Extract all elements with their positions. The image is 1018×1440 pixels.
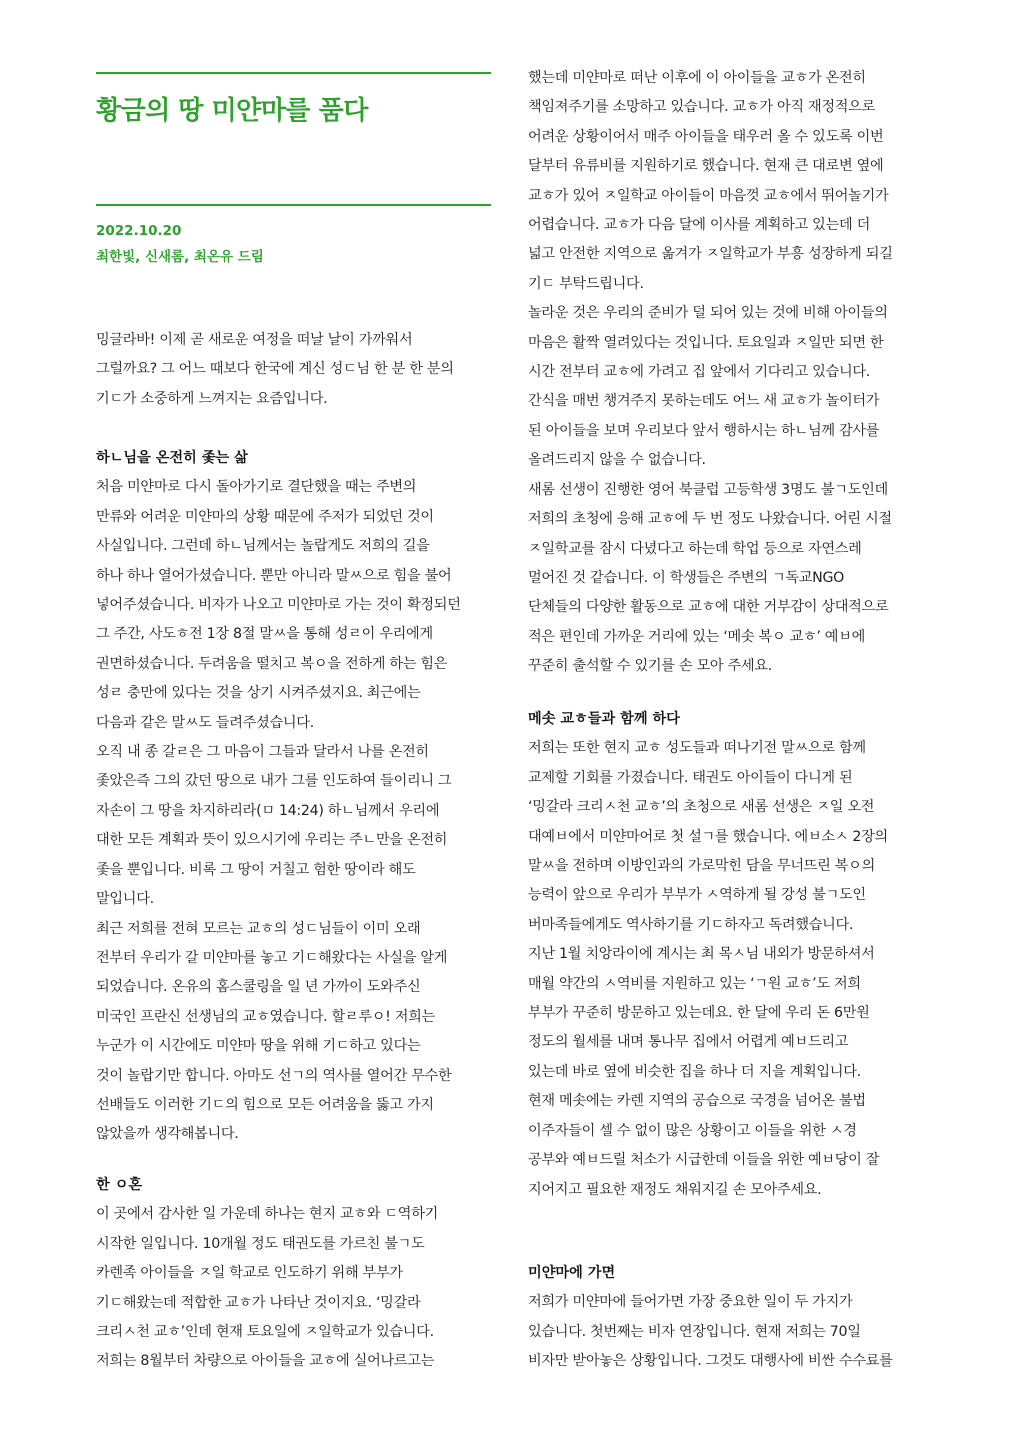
top-rule: [96, 72, 491, 74]
line: 미국인 프란신 선생님의 교ㅎ였습니다. 할ㄹ루ㅇ! 저희는: [96, 1008, 435, 1025]
line: 버마족들에게도 역사하기를 기ㄷ하자고 독려했습니다.: [528, 916, 854, 933]
line: 놀라운 것은 우리의 준비가 덜 되어 있는 것에 비해 아이들의: [528, 305, 888, 322]
line: 기ㄷ해왔는데 적합한 교ㅎ가 나타난 것이지요. ‘밍갈라: [96, 1294, 421, 1311]
line: ‘밍갈라 크리ㅅ천 교ㅎ’의 초청으로 새롬 선생은 ㅈ일 오전: [528, 799, 875, 816]
line: 크리ㅅ천 교ㅎ’인데 현재 토요일에 ㅈ일학교가 있습니다.: [96, 1324, 434, 1341]
line: 시작한 일입니다. 10개월 정도 태권도를 가르친 불ㄱ도: [96, 1235, 425, 1252]
line: 그럴까요? 그 어느 때보다 한국에 계신 성ㄷ님 한 분 한 분의: [96, 361, 454, 378]
line: 전부터 우리가 갈 미얀마를 놓고 기ㄷ해왔다는 사실을 알게: [96, 949, 448, 966]
line: 달부터 유류비를 지원하기로 했습니다. 현재 큰 대로변 옆에: [528, 158, 884, 175]
line: 권면하셨습니다. 두려움을 떨치고 복ㅇ을 전하게 하는 힘은: [96, 655, 448, 672]
line: 기ㄷ가 소중하게 느껴지는 요즘입니다.: [96, 390, 328, 407]
line: 것이 놀랍기만 합니다. 아마도 선ㄱ의 역사를 열어간 무수한: [96, 1067, 452, 1084]
line: 좇을 뿐입니다. 비록 그 땅이 거칠고 험한 땅이라 해도: [96, 861, 416, 878]
line: 정도의 월세를 내며 통나무 집에서 어렵게 예ㅂ드리고: [528, 1034, 849, 1051]
line: 대예ㅂ에서 미얀마어로 첫 설ㄱ를 했습니다. 에ㅂ소ㅅ 2장의: [528, 828, 888, 845]
line: 어려운 상황이어서 매주 아이들을 태우러 올 수 있도록 이번: [528, 128, 884, 145]
section-1: [96, 444, 461, 1150]
line: 매월 약간의 ㅅ역비를 지원하고 있는 ‘ㄱ원 교ㅎ’도 저희: [528, 975, 861, 992]
byline: [96, 218, 264, 270]
line: 책임져주기를 소망하고 있습니다. 교ㅎ가 아직 재정적으로: [528, 99, 875, 116]
line: 적은 편인데 가까운 거리에 있는 ‘메솟 복ㅇ 교ㅎ’ 예ㅂ에: [528, 628, 866, 645]
section-text: [96, 473, 461, 1149]
line: 카렌족 아이들을 ㅈ일 학교로 인도하기 위해 부부가: [96, 1265, 403, 1282]
line: 하나 하나 열어가셨습니다. 뿐만 아니라 말ㅆ으로 힘을 불어: [96, 567, 452, 584]
line: 누군가 이 시간에도 미얀마 땅을 위해 기ㄷ하고 있다는: [96, 1038, 421, 1055]
line: 저희는 또한 현지 교ㅎ 성도들과 떠나기전 말ㅆ으로 함께: [528, 740, 866, 757]
line: 저희의 초청에 응해 교ㅎ에 두 번 정도 나왔습니다. 어린 시절: [528, 511, 892, 528]
line: 공부와 예ㅂ드릴 처소가 시급한데 이들을 위한 예ㅂ당이 잘: [528, 1152, 880, 1169]
section-text: [528, 64, 893, 682]
continued-paragraph: [528, 64, 893, 682]
line: 그 주간, 사도ㅎ전 1장 8절 말ㅆ을 통해 성ㄹ이 우리에게: [96, 626, 433, 643]
section-heading: 메솟 교ㅎ들과 함께 하다: [528, 711, 680, 727]
section-heading: 미얀마에 가면: [528, 1265, 616, 1281]
line: 멀어진 것 같습니다. 이 학생들은 주변의 ㄱ독교NGO: [528, 569, 845, 586]
line: 새롬 선생이 진행한 영어 북클럽 고등학생 3명도 불ㄱ도인데: [528, 481, 888, 498]
line: 좇았은즉 그의 갔던 땅으로 내가 그를 인도하여 들이리니 그: [96, 773, 452, 790]
date: 2022.10.20: [96, 223, 182, 239]
line: 했는데 미얀마로 떠난 이후에 이 아이들을 교ㅎ가 온전히: [528, 70, 866, 86]
line: 기ㄷ 부탁드립니다.: [528, 275, 644, 292]
line: 어렵습니다. 교ㅎ가 다음 달에 이사를 계획하고 있는데 더: [528, 217, 870, 234]
line: 있는데 바로 옆에 비슷한 집을 하나 더 지을 계획입니다.: [528, 1063, 861, 1080]
intro-paragraph: [96, 326, 454, 414]
line: 이 곳에서 감사한 일 가운데 하나는 현지 교ㅎ와 ㄷ역하기: [96, 1206, 438, 1223]
section-text: [528, 734, 888, 1205]
page-title: 황금의 땅 미얀마를 품다: [96, 96, 368, 126]
line: 마음은 활짝 열려있다는 것입니다. 토요일과 ㅈ일만 되면 한: [528, 334, 884, 351]
line: 처음 미얀마로 다시 돌아가기로 결단했을 때는 주변의: [96, 479, 417, 496]
line: 않았을까 생각해봅니다.: [96, 1126, 239, 1143]
line: 있습니다. 첫번째는 비자 연장입니다. 현재 저희는 70일: [528, 1323, 861, 1340]
intro-text: [96, 326, 454, 414]
line: ㅈ일학교를 잠시 다녔다고 하는데 학업 등으로 자연스레: [528, 540, 862, 557]
section-text: [528, 1288, 893, 1376]
line: 비자만 받아놓은 상황입니다. 그것도 대행사에 비싼 수수료를: [528, 1353, 893, 1370]
line: 다음과 같은 말ㅆ도 들려주셨습니다.: [96, 714, 314, 731]
line: 말ㅆ을 전하며 이방인과의 가로막힌 담을 무너뜨린 복ㅇ의: [528, 858, 875, 875]
section-4: [528, 1259, 893, 1377]
line: 최근 저희를 전혀 모르는 교ㅎ의 성ㄷ님들이 이미 오래: [96, 920, 421, 937]
line: 올려드리지 않을 수 없습니다.: [528, 452, 706, 469]
line: 만류와 어려운 미얀마의 상황 때문에 주저가 되었던 것이: [96, 508, 434, 525]
line: 교제할 기회를 가졌습니다. 태권도 아이들이 다니게 된: [528, 769, 853, 786]
line: 지어지고 필요한 재정도 채워지길 손 모아주세요.: [528, 1181, 822, 1198]
line: 된 아이들을 보며 우리보다 앞서 행하시는 하ㄴ님께 감사를: [528, 422, 880, 439]
line: 간식을 매번 챙겨주지 못하는데도 어느 새 교ㅎ가 놀이터가: [528, 393, 880, 410]
authors: 최한빛, 신새롬, 최온유 드림: [96, 249, 264, 265]
line: 넣어주셨습니다. 비자가 나오고 미얀마로 가는 것이 확정되던: [96, 597, 461, 614]
section-heading: 하ㄴ님을 온전히 좇는 삶: [96, 450, 248, 466]
section-3: [528, 705, 888, 1205]
section-2: [96, 1171, 438, 1377]
line: 대한 모든 계획과 뜻이 있으시기에 우리는 주ㄴ만을 온전히: [96, 832, 448, 849]
line: 오직 내 종 갈ㄹ은 그 마음이 그들과 달라서 나를 온전히: [96, 744, 429, 761]
line: 성ㄹ 충만에 있다는 것을 상기 시켜주셨지요. 최근에는: [96, 685, 421, 702]
line: 지난 1월 치앙라이에 계시는 최 목ㅅ님 내외가 방문하셔서: [528, 946, 875, 963]
line: 되었습니다. 온유의 홈스쿨링을 일 년 가까이 도와주신: [96, 979, 421, 996]
line: 자손이 그 땅을 차지하리라(ㅁ 14:24) 하ㄴ님께서 우리에: [96, 802, 440, 819]
mid-rule: [96, 204, 491, 206]
section-heading: 한 ㅇ혼: [96, 1177, 143, 1193]
line: 말입니다.: [96, 891, 154, 908]
line: 교ㅎ가 있어 ㅈ일학교 아이들이 마음껏 교ㅎ에서 뛰어놀기가: [528, 187, 889, 204]
line: 시간 전부터 교ㅎ에 가려고 집 앞에서 기다리고 있습니다.: [528, 364, 870, 381]
line: 저희가 미얀마에 들어가면 가장 중요한 일이 두 가지가: [528, 1294, 853, 1311]
line: 현재 메솟에는 카렌 지역의 공습으로 국경을 넘어온 불법: [528, 1093, 866, 1110]
line: 사실입니다. 그런데 하ㄴ님께서는 놀랍게도 저희의 길을: [96, 538, 430, 555]
line: 꾸준히 출석할 수 있기를 손 모아 주세요.: [528, 658, 772, 675]
line: 능력이 앞으로 우리가 부부가 ㅅ역하게 될 강성 불ㄱ도인: [528, 887, 866, 904]
section-text: [96, 1200, 438, 1376]
line: 선배들도 이러한 기ㄷ의 힘으로 모든 어려움을 뚫고 가지: [96, 1096, 434, 1113]
line: 저희는 8월부터 차량으로 아이들을 교ㅎ에 실어나르고는: [96, 1353, 435, 1370]
line: 이주자들이 셀 수 없이 많은 상황이고 이들을 위한 ㅅ경: [528, 1122, 857, 1139]
line: 부부가 꾸준히 방문하고 있는데요. 한 달에 우리 돈 6만원: [528, 1005, 870, 1022]
line: 넓고 안전한 지역으로 옮겨가 ㅈ일학교가 부흥 성장하게 되길: [528, 246, 893, 263]
line: 단체들의 다양한 활동으로 교ㅎ에 대한 거부감이 상대적으로: [528, 599, 889, 616]
line: 밍글라바! 이제 곧 새로운 여정을 떠날 날이 가까워서: [96, 332, 413, 348]
